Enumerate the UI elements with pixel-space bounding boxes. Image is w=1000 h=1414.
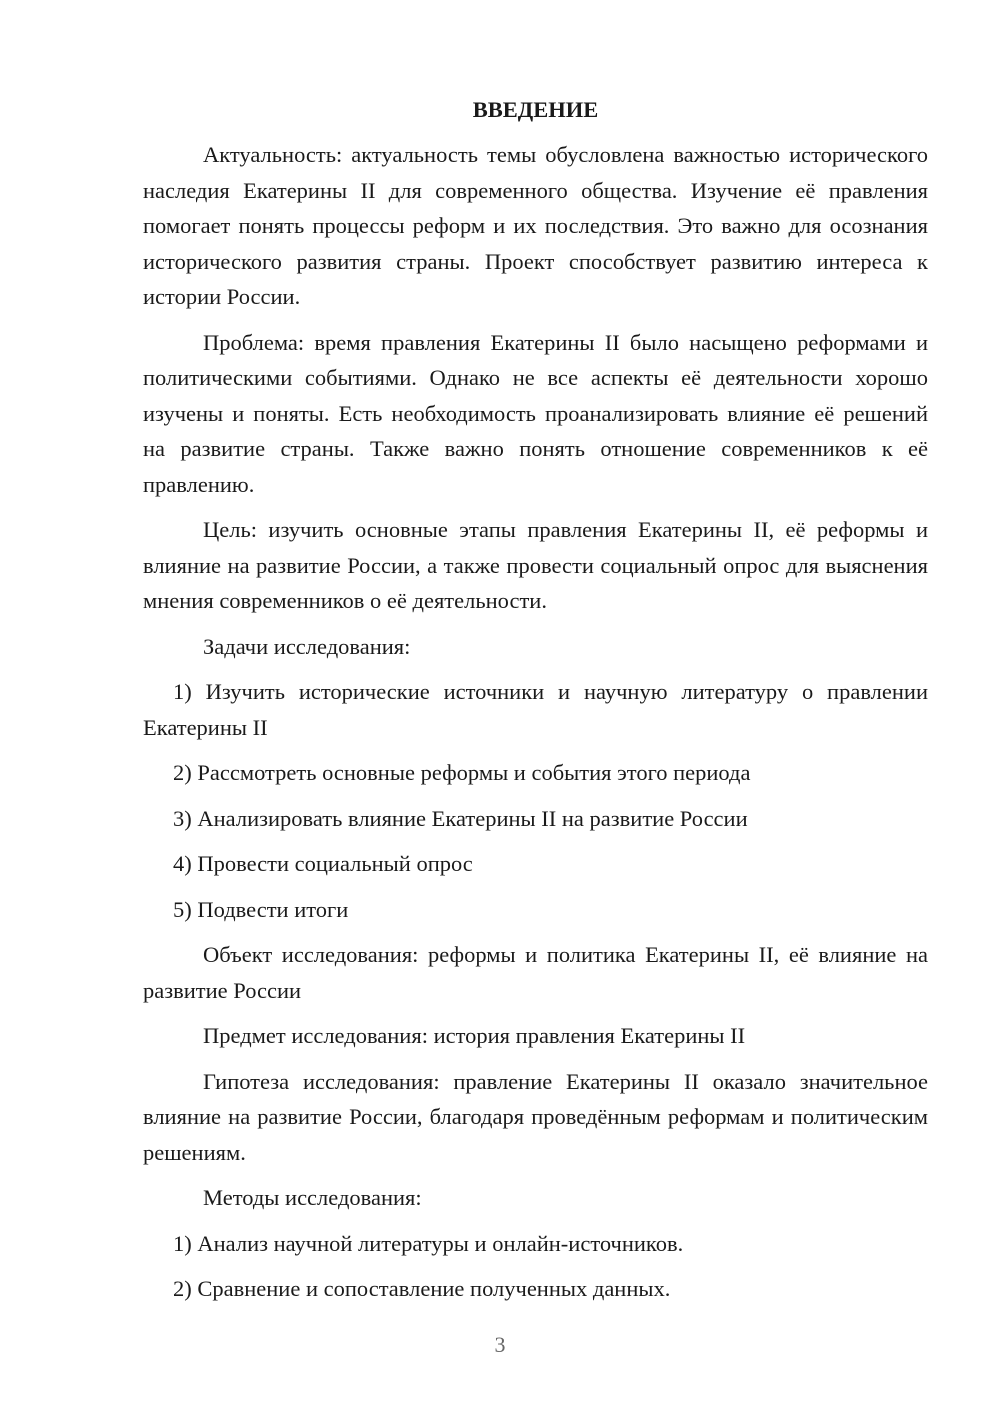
method-item-2: 2) Сравнение и сопоставление полученных данных. (173, 1276, 671, 1301)
goal-paragraph: Цель: изучить основные этапы правления Екатерины II, её реформы и влияние на развитие России, а также провести социальный опрос для выяснения мнения современников о её деятельности. (143, 517, 928, 613)
task-item-2: 2) Рассмотреть основные реформы и события этого периода (173, 760, 751, 785)
page-content (143, 92, 928, 1317)
task-item-3: 3) Анализировать влияние Екатерины II на развитие России (173, 805, 748, 831)
page-heading: ВВЕДЕНИЕ (472, 97, 599, 122)
method-item-1: 1) Анализ научной литературы и онлайн-источников. (173, 1230, 684, 1256)
task-item-1: 1) Изучить исторические источники и научную литературу о правлении Екатерины II (143, 679, 928, 740)
methods-title: Методы исследования: (203, 1185, 422, 1210)
methods-list (143, 1226, 928, 1307)
page-number: 3 (494, 1332, 506, 1357)
relevance-paragraph: Актуальность: актуальность темы обусловлена важностью исторического наследия Екатерины II для современного общества. Изучение её правления помогает понять процессы реформ и их последствия. Это важно для осознания исторического развития страны. Проект способствует развитию интереса к истории России. (143, 142, 928, 309)
problem-paragraph: Проблема: время правления Екатерины II было насыщено реформами и политическими событиями. Однако не все аспекты её деятельности хорошо изучены и поняты. Есть необходимость проанализировать влияние её решений на развитие страны. Также важно понять отношение современников к её правлению. (143, 329, 928, 497)
tasks-title: Задачи исследования: (203, 633, 411, 659)
task-item-4: 4) Провести социальный опрос (173, 851, 473, 876)
object-paragraph: Объект исследования: реформы и политика Екатерины II, её влияние на развитие России (143, 942, 928, 1003)
task-item-5: 5) Подвести итоги (173, 896, 349, 922)
hypothesis-paragraph: Гипотеза исследования: правление Екатерины II оказало значительное влияние на развитие России, благодаря проведённым реформам и политическим решениям. (143, 1068, 928, 1165)
subject-paragraph: Предмет исследования: история правления Екатерины II (203, 1023, 746, 1048)
tasks-list (143, 674, 928, 927)
